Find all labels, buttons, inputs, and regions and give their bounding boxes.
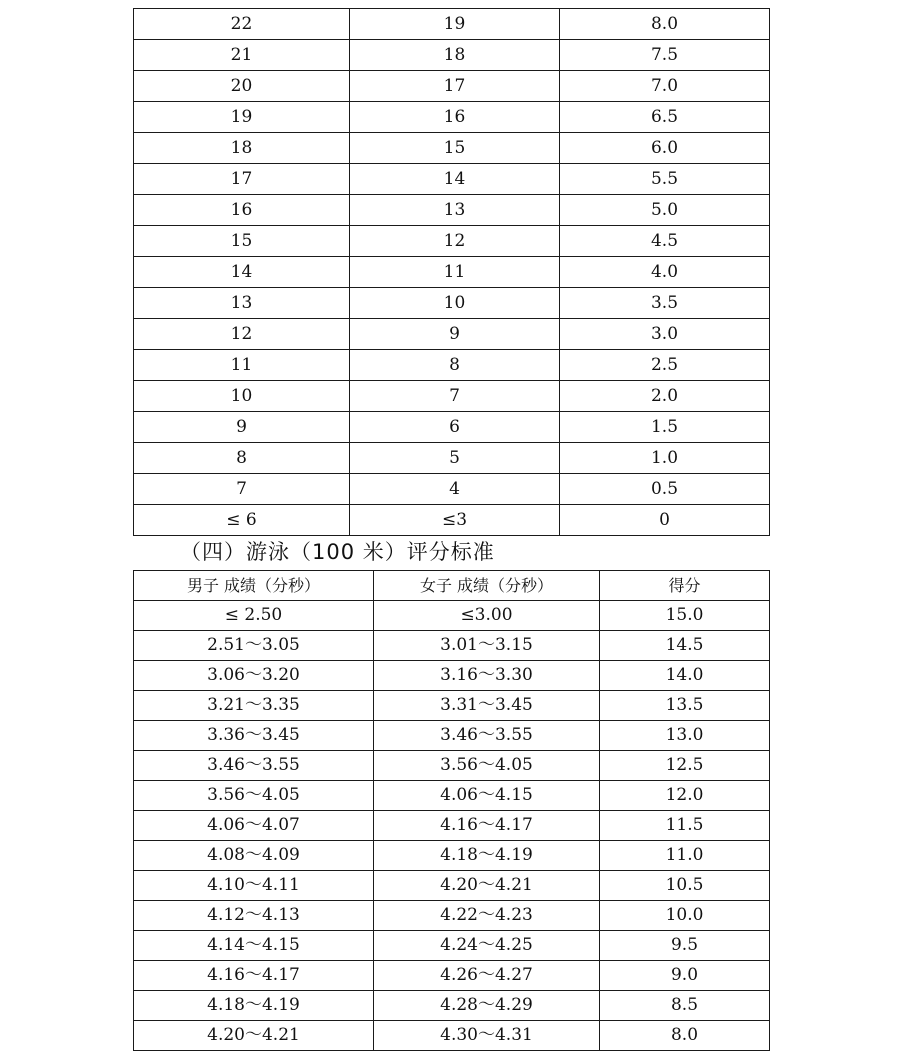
cell-female-value: 19 xyxy=(350,9,560,40)
cell-female-value: ≤3 xyxy=(350,505,560,536)
cell-female-time: 3.46～3.55 xyxy=(374,721,600,751)
cell-male-value: 16 xyxy=(134,195,350,226)
swim-table-body xyxy=(134,601,770,1051)
cell-female-value: 12 xyxy=(350,226,560,257)
table-row xyxy=(134,474,770,505)
table-row xyxy=(134,381,770,412)
table-row xyxy=(134,164,770,195)
cell-score: 6.5 xyxy=(560,102,770,133)
header-score: 得分 xyxy=(600,571,770,601)
score-table-continued xyxy=(133,8,770,536)
cell-male-value: 12 xyxy=(134,319,350,350)
table-row xyxy=(134,133,770,164)
table-header-row xyxy=(134,571,770,601)
table-row xyxy=(134,226,770,257)
table-row xyxy=(134,841,770,871)
cell-score: 1.0 xyxy=(560,443,770,474)
table-row xyxy=(134,40,770,71)
table-row xyxy=(134,257,770,288)
cell-male-value: ≤ 6 xyxy=(134,505,350,536)
table-row xyxy=(134,871,770,901)
table-row xyxy=(134,631,770,661)
cell-female-time: 4.16～4.17 xyxy=(374,811,600,841)
cell-score: 14.5 xyxy=(600,631,770,661)
cell-male-time: 3.56～4.05 xyxy=(134,781,374,811)
cell-female-value: 11 xyxy=(350,257,560,288)
table-row xyxy=(134,721,770,751)
cell-female-time: 3.31～3.45 xyxy=(374,691,600,721)
cell-female-value: 5 xyxy=(350,443,560,474)
table-row xyxy=(134,931,770,961)
cell-female-time: 4.24～4.25 xyxy=(374,931,600,961)
cell-score: 15.0 xyxy=(600,601,770,631)
cell-score: 4.5 xyxy=(560,226,770,257)
cell-male-value: 7 xyxy=(134,474,350,505)
table-row xyxy=(134,350,770,381)
cell-score: 9.5 xyxy=(600,931,770,961)
cell-male-time: 3.36～3.45 xyxy=(134,721,374,751)
cell-female-value: 16 xyxy=(350,102,560,133)
table-row xyxy=(134,901,770,931)
table-row xyxy=(134,811,770,841)
cell-score: 6.0 xyxy=(560,133,770,164)
table-row xyxy=(134,288,770,319)
table-row xyxy=(134,443,770,474)
cell-male-time: 4.16～4.17 xyxy=(134,961,374,991)
cell-score: 2.0 xyxy=(560,381,770,412)
header-male-time: 男子 成绩（分秒） xyxy=(134,571,374,601)
cell-male-value: 10 xyxy=(134,381,350,412)
cell-male-value: 22 xyxy=(134,9,350,40)
table-row xyxy=(134,195,770,226)
cell-male-value: 8 xyxy=(134,443,350,474)
cell-score: 12.0 xyxy=(600,781,770,811)
cell-score: 7.5 xyxy=(560,40,770,71)
table-row xyxy=(134,412,770,443)
cell-male-value: 13 xyxy=(134,288,350,319)
cell-male-time: 4.06～4.07 xyxy=(134,811,374,841)
cell-female-time: 4.22～4.23 xyxy=(374,901,600,931)
cell-score: 8.0 xyxy=(560,9,770,40)
cell-male-time: 3.06～3.20 xyxy=(134,661,374,691)
cell-score: 13.0 xyxy=(600,721,770,751)
cell-male-time: 4.08～4.09 xyxy=(134,841,374,871)
cell-female-time: 4.28～4.29 xyxy=(374,991,600,1021)
swim-score-table xyxy=(133,570,770,1051)
cell-female-value: 8 xyxy=(350,350,560,381)
table-row xyxy=(134,601,770,631)
cell-female-time: 3.56～4.05 xyxy=(374,751,600,781)
cell-male-value: 18 xyxy=(134,133,350,164)
cell-female-time: 4.30～4.31 xyxy=(374,1021,600,1051)
cell-score: 9.0 xyxy=(600,961,770,991)
cell-score: 7.0 xyxy=(560,71,770,102)
cell-female-time: 4.26～4.27 xyxy=(374,961,600,991)
cell-female-time: 3.01～3.15 xyxy=(374,631,600,661)
table-row xyxy=(134,961,770,991)
cell-male-value: 19 xyxy=(134,102,350,133)
cell-female-time: ≤3.00 xyxy=(374,601,600,631)
cell-female-value: 17 xyxy=(350,71,560,102)
cell-male-time: 4.18～4.19 xyxy=(134,991,374,1021)
cell-male-value: 20 xyxy=(134,71,350,102)
cell-female-value: 18 xyxy=(350,40,560,71)
cell-male-time: 2.51～3.05 xyxy=(134,631,374,661)
cell-male-value: 21 xyxy=(134,40,350,71)
table-row xyxy=(134,691,770,721)
cell-score: 5.5 xyxy=(560,164,770,195)
table-row xyxy=(134,991,770,1021)
table-row xyxy=(134,751,770,781)
cell-female-time: 4.06～4.15 xyxy=(374,781,600,811)
table-row xyxy=(134,71,770,102)
cell-male-value: 15 xyxy=(134,226,350,257)
cell-male-value: 14 xyxy=(134,257,350,288)
cell-score: 2.5 xyxy=(560,350,770,381)
score-table-body xyxy=(134,9,770,536)
table-row xyxy=(134,1021,770,1051)
cell-score: 3.5 xyxy=(560,288,770,319)
table-row xyxy=(134,661,770,691)
cell-female-time: 4.20～4.21 xyxy=(374,871,600,901)
cell-female-time: 3.16～3.30 xyxy=(374,661,600,691)
swim-section-title: （四）游泳（100 米）评分标准 xyxy=(180,540,495,564)
table-row xyxy=(134,102,770,133)
table-row xyxy=(134,9,770,40)
cell-female-value: 13 xyxy=(350,195,560,226)
cell-score: 8.5 xyxy=(600,991,770,1021)
header-female-time: 女子 成绩（分秒） xyxy=(374,571,600,601)
cell-score: 0 xyxy=(560,505,770,536)
cell-male-time: 4.12～4.13 xyxy=(134,901,374,931)
cell-male-time: 4.20～4.21 xyxy=(134,1021,374,1051)
cell-female-value: 15 xyxy=(350,133,560,164)
cell-female-value: 7 xyxy=(350,381,560,412)
cell-male-value: 9 xyxy=(134,412,350,443)
cell-female-value: 9 xyxy=(350,319,560,350)
cell-female-value: 6 xyxy=(350,412,560,443)
cell-score: 1.5 xyxy=(560,412,770,443)
cell-male-value: 17 xyxy=(134,164,350,195)
cell-score: 0.5 xyxy=(560,474,770,505)
cell-score: 14.0 xyxy=(600,661,770,691)
table-row xyxy=(134,505,770,536)
cell-female-value: 10 xyxy=(350,288,560,319)
cell-score: 3.0 xyxy=(560,319,770,350)
cell-male-time: 4.14～4.15 xyxy=(134,931,374,961)
cell-male-time: ≤ 2.50 xyxy=(134,601,374,631)
cell-score: 8.0 xyxy=(600,1021,770,1051)
cell-score: 13.5 xyxy=(600,691,770,721)
cell-score: 4.0 xyxy=(560,257,770,288)
table-row xyxy=(134,781,770,811)
cell-score: 5.0 xyxy=(560,195,770,226)
table-row xyxy=(134,319,770,350)
cell-male-value: 11 xyxy=(134,350,350,381)
cell-female-time: 4.18～4.19 xyxy=(374,841,600,871)
cell-male-time: 3.21～3.35 xyxy=(134,691,374,721)
cell-score: 10.5 xyxy=(600,871,770,901)
cell-score: 10.0 xyxy=(600,901,770,931)
cell-female-value: 14 xyxy=(350,164,560,195)
cell-female-value: 4 xyxy=(350,474,560,505)
cell-male-time: 4.10～4.11 xyxy=(134,871,374,901)
cell-score: 12.5 xyxy=(600,751,770,781)
cell-male-time: 3.46～3.55 xyxy=(134,751,374,781)
cell-score: 11.0 xyxy=(600,841,770,871)
cell-score: 11.5 xyxy=(600,811,770,841)
